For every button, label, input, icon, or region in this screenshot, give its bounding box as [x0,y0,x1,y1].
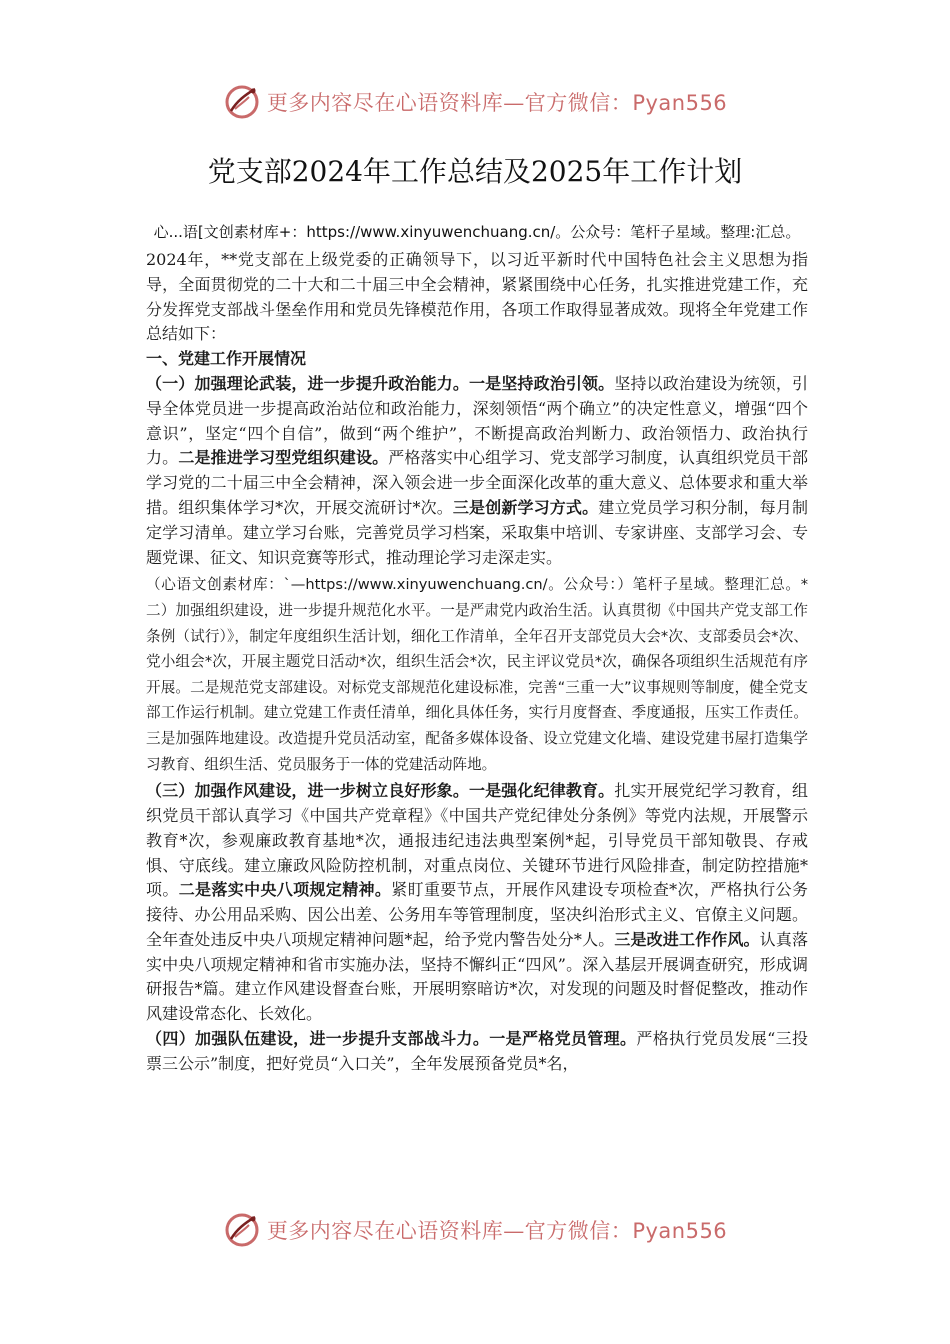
banner-text: 更多内容尽在心语资料库—官方微信：Pyan556 [266,1219,728,1243]
paragraph-3: （三）加强作风建设，进一步树立良好形象。一是强化纪律教育。扎实开展党纪学习教育，组织党员干部认真学习《中国共产党章程》《中国共产党纪律处分条例》等党内法规，开展警示教育*次，参观廉政教育基地*次，通报违纪违法典型案例*起，引导党员干部知敬畏、存戒惧、守底线。建立廉政风险防控机制，对重点岗位、关键环节进行风险排查，制定防控措施*项。二是落实中央八项规定精神。紧盯重要节点，开展作风建设专项检查*次，严格执行公务接待、办公用品采购、因公出差、公务用车等管理制度，坚决纠治形式主义、官僚主义问题。全年查处违反中央八项规定精神问题*起，给予党内警告处分*人。三是改进工作作风。认真落实中央八项规定精神和省市实施办法，坚持不懈纠正“四风”。深入基层开展调查研究，形成调研报告*篇。建立作风建设督查台账，开展明察暗访*次，对发现的问题及时督促整改，推动作风建设常态化、长效化。 [146,781,808,1024]
section-heading-1: 一、党建工作开展情况 [146,349,307,369]
paragraph-4: （四）加强队伍建设，进一步提升支部战斗力。一是严格党员管理。严格执行党员发展“三投票三公示”制度，把好党员“入口关”，全年发展预备党员*名， [146,1029,808,1073]
watermark-banner-top [0,80,950,124]
page-title: 党支部2024年工作总结及2025年工作计划 [207,155,743,188]
source-note: 心...语[文创素材库+：https://www.xinyuwenchuang.cn/。公众号：笔杆子星域。整理:汇总。 [153,223,801,241]
banner-text: 更多内容尽在心语资料库—官方微信：Pyan556 [266,91,728,115]
watermark-banner-bottom [0,1208,950,1252]
quill-swirl-icon [223,1211,261,1249]
document-body [146,220,808,1077]
intro-paragraph: 2024年，**党支部在上级党委的正确领导下，以习近平新时代中国特色社会主义思想为指导，全面贯彻党的二十大和二十届三中全会精神，紧紧围绕中心任务，扎实推进党建工作，充分发挥党支部战斗堡垒作用和党员先锋模范作用，各项工作取得显著成效。现将全年党建工作总结如下： [146,250,808,344]
quill-swirl-icon [223,83,261,121]
paragraph-1: （一）加强理论武装，进一步提升政治能力。一是坚持政治引领。坚持以政治建设为统领，引导全体党员进一步提高政治站位和政治能力，深刻领悟“两个确立”的决定性意义，增强“四个意识”，坚定“四个自信”，做到“两个维护”，不断提高政治判断力、政治领悟力、政治执行力。二是推进学习型党组织建设。严格落实中心组学习、党支部学习制度，认真组织党员干部学习党的二十届三中全会精神，深入领会进一步全面深化改革的重大意义、总体要求和重大举措。组织集体学习*次，开展交流研讨*次。三是创新学习方式。建立党员学习积分制，每月制定学习清单。建立学习台账，完善党员学习档案，采取集中培训、专家讲座、支部学习会、专题党课、征文、知识竞赛等形式，推动理论学习走深走实。 [146,373,808,567]
paragraph-2: （心语文创素材库：`—https://www.xinyuwenchuang.cn/。公众号：）笔杆子星域。整理汇总。*二）加强组织建设，进一步提升规范化水平。一是严肃党内政治生活。认真贯彻《中国共产党支部工作条例（试行）》，制定年度组织生活计划，细化工作清单，全年召开支部党员大会*次、支部委员会*次、党小组会*次，开展主题党日活动*次，组织生活会*次，民主评议党员*次，确保各项组织生活规范有序开展。二是规范党支部建设。对标党支部规范化建设标准，完善“三重一大”议事规则等制度，健全党支部工作运行机制。建立党建工作责任清单，细化具体任务，实行月度督查、季度通报，压实工作责任。三是加强阵地建设。改造提升党员活动室，配备多媒体设备、设立党建文化墙、建设党建书屋打造集学习教育、组织生活、党员服务于一体的党建活动阵地。 [146,576,808,773]
